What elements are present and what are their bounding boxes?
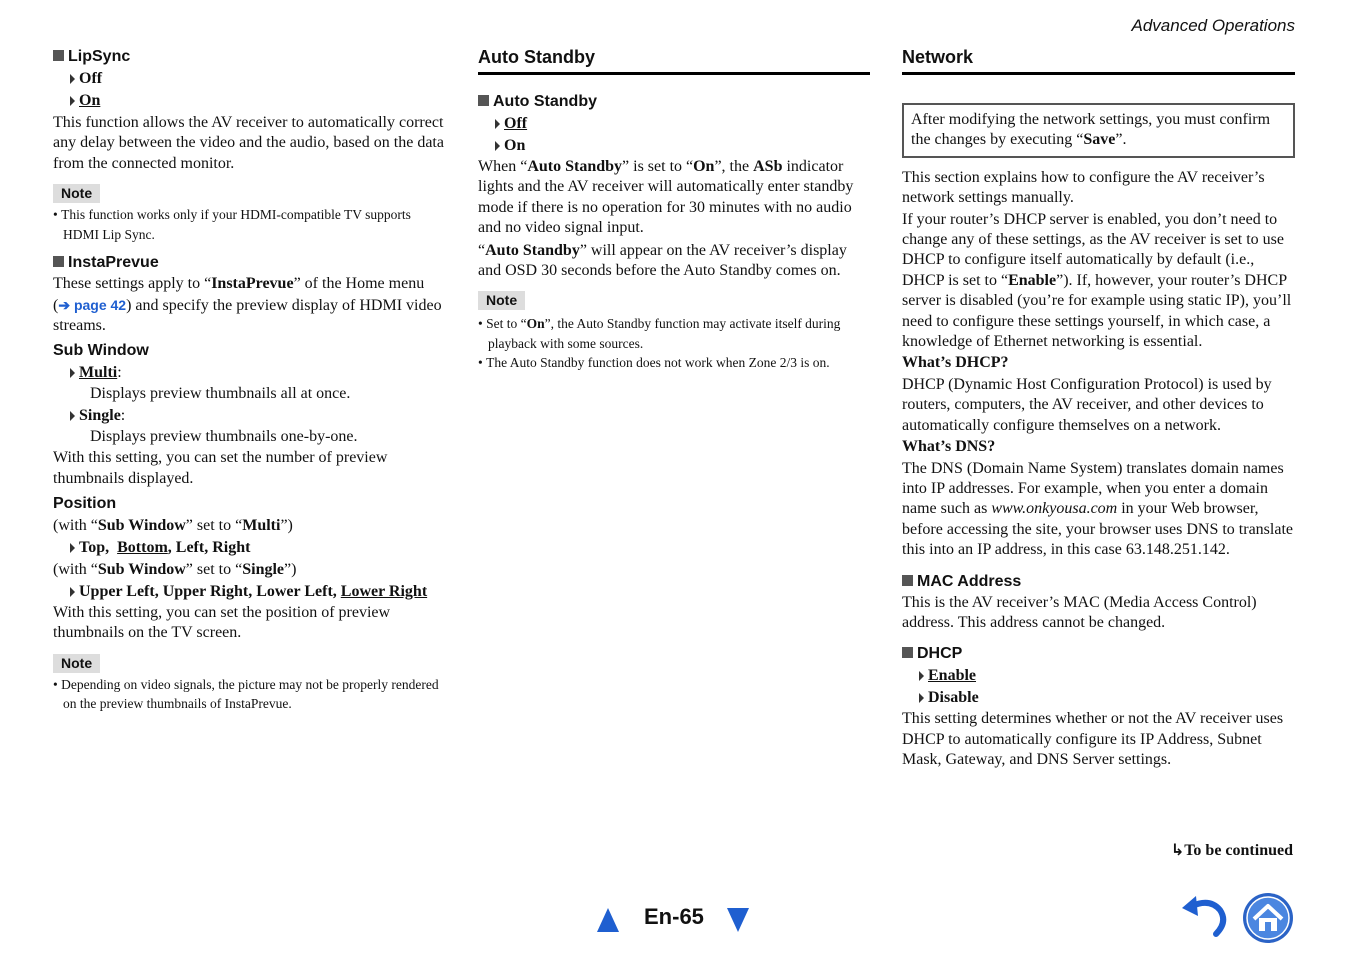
position-with-single: (with “Sub Window” set to “Single”)	[53, 561, 297, 579]
heading-lipsync: LipSync	[53, 46, 445, 68]
instaprevue-note: • Depending on video signals, the picture may not be properly rendered on the preview thumbnails of InstaPrevue.	[53, 676, 439, 712]
auto-standby-note-2: • The Auto Standby function does not work when Zone 2/3 is on.	[478, 355, 830, 371]
previous-page-arrow-icon[interactable]	[597, 908, 619, 932]
heading-instaprevue: InstaPrevue	[53, 252, 445, 274]
option-on-default: On	[53, 90, 445, 112]
next-page-arrow-icon[interactable]	[727, 908, 749, 932]
to-be-continued: ↳To be continued	[1170, 840, 1293, 859]
triangle-bullet-icon	[70, 368, 75, 378]
position-with-multi: (with “Sub Window” set to “Multi”)	[53, 517, 293, 535]
square-bullet-icon	[902, 647, 913, 658]
triangle-bullet-icon	[495, 141, 500, 151]
subwindow-after: With this setting, you can set the number of preview thumbnails displayed.	[53, 449, 388, 487]
dns-question: What’s DNS?	[902, 438, 996, 456]
note-label: Note	[478, 291, 525, 310]
triangle-bullet-icon	[495, 119, 500, 129]
square-bullet-icon	[53, 256, 64, 267]
heading-dhcp: DHCP	[902, 643, 1295, 665]
page-number: En-65	[644, 904, 704, 929]
save-reminder-box: After modifying the network settings, you must confirm the changes by executing “Save”.	[902, 103, 1295, 158]
auto-standby-description: When “Auto Standby” is set to “On”, the ASb indicator lights and the AV receiver will automatically enter standby mode if there is no operation for 30 minutes with no audio and no video signal input.	[478, 158, 854, 237]
network-dhcp-explanation: If your router’s DHCP server is enabled, you don’t need to change any of these settings, as the AV receiver is set to use DHCP to configure itself automatically by default (i.e., DHCP is set to “Enable”). If, however, your router’s DHCP server is disabled (you’re for example using static IP), you’ll need to configure these settings yourself, in which case, a knowledge of Ethernet networking is essential.	[902, 210, 1292, 351]
home-icon[interactable]	[1242, 892, 1294, 944]
title-auto-standby: Auto Standby	[478, 46, 870, 75]
column-middle	[478, 46, 870, 373]
column-right	[902, 46, 1295, 771]
option-off-default: Off	[478, 113, 870, 135]
note-label: Note	[53, 654, 100, 673]
position-after: With this setting, you can set the position of preview thumbnails on the TV screen.	[53, 604, 391, 642]
lipsync-note: • This function works only if your HDMI-compatible TV supports HDMI Lip Sync.	[53, 207, 411, 242]
lipsync-description: This function allows the AV receiver to automatically correct any delay between the video and the audio, based on the data from the connected monitor.	[53, 114, 444, 172]
instaprevue-description: These settings apply to “InstaPrevue” of the Home menu (➔ page 42) and specify the preview display of HDMI video streams.	[53, 275, 442, 335]
option-enable-default: Enable	[902, 665, 1295, 687]
dns-answer: The DNS (Domain Name System) translates domain names into IP addresses. For example, when you enter a domain name such as www.onkyousa.com in your Web browser, before accessing the site, your browser uses DNS to translate this into an IP address, in this case 63.148.251.142.	[902, 459, 1293, 559]
column-left	[53, 46, 445, 714]
triangle-bullet-icon	[70, 74, 75, 84]
triangle-bullet-icon	[919, 671, 924, 681]
dhcp-description: This setting determines whether or not the AV receiver uses DHCP to automatically configure its IP Address, Subnet Mask, Gateway, and DNS Server settings.	[902, 710, 1284, 769]
triangle-bullet-icon	[919, 693, 924, 703]
heading-mac-address: MAC Address	[902, 571, 1295, 593]
dhcp-answer: DHCP (Dynamic Host Configuration Protocol) is used by routers, computers, the AV receiver, and other devices to automatically configure themselves on a network.	[902, 375, 1272, 434]
square-bullet-icon	[53, 50, 64, 61]
dhcp-question: What’s DHCP?	[902, 354, 1009, 372]
triangle-bullet-icon	[70, 411, 75, 421]
page-42-link[interactable]: ➔ page 42	[58, 296, 127, 313]
position-options-multi: Top, Bottom, Left, Right	[53, 537, 445, 559]
single-description: Displays preview thumbnails one-by-one.	[90, 427, 358, 445]
note-label: Note	[53, 184, 100, 203]
heading-sub-window: Sub Window	[53, 342, 149, 360]
triangle-bullet-icon	[70, 587, 75, 597]
option-multi: Multi:	[53, 362, 445, 384]
auto-standby-display: “Auto Standby” will appear on the AV receiver’s display and OSD 30 seconds before the Auto Standby comes on.	[478, 241, 847, 280]
continue-arrow-icon: ↳	[1170, 840, 1185, 859]
triangle-bullet-icon	[70, 543, 75, 553]
square-bullet-icon	[478, 95, 489, 106]
mac-description: This is the AV receiver’s MAC (Media Access Control) address. This address cannot be changed.	[902, 593, 1257, 631]
triangle-bullet-icon	[70, 96, 75, 106]
heading-auto-standby: Auto Standby	[478, 91, 870, 113]
square-bullet-icon	[902, 575, 913, 586]
section-header: Advanced Operations	[1131, 16, 1295, 35]
auto-standby-note-1: • Set to “On”, the Auto Standby function may activate itself during playback with some sources.	[478, 316, 841, 351]
back-arrow-icon[interactable]	[1180, 896, 1230, 938]
option-on: On	[478, 135, 870, 157]
option-off: Off	[53, 68, 445, 90]
multi-description: Displays preview thumbnails all at once.	[90, 385, 351, 403]
network-intro: This section explains how to configure the AV receiver’s network settings manually.	[902, 168, 1265, 207]
option-disable: Disable	[902, 687, 1295, 709]
position-options-single: Upper Left, Upper Right, Lower Left, Lower Right	[53, 581, 445, 603]
title-network: Network	[902, 46, 1295, 75]
heading-position: Position	[53, 495, 117, 513]
page-footer	[0, 900, 1348, 940]
option-single: Single:	[53, 405, 445, 427]
